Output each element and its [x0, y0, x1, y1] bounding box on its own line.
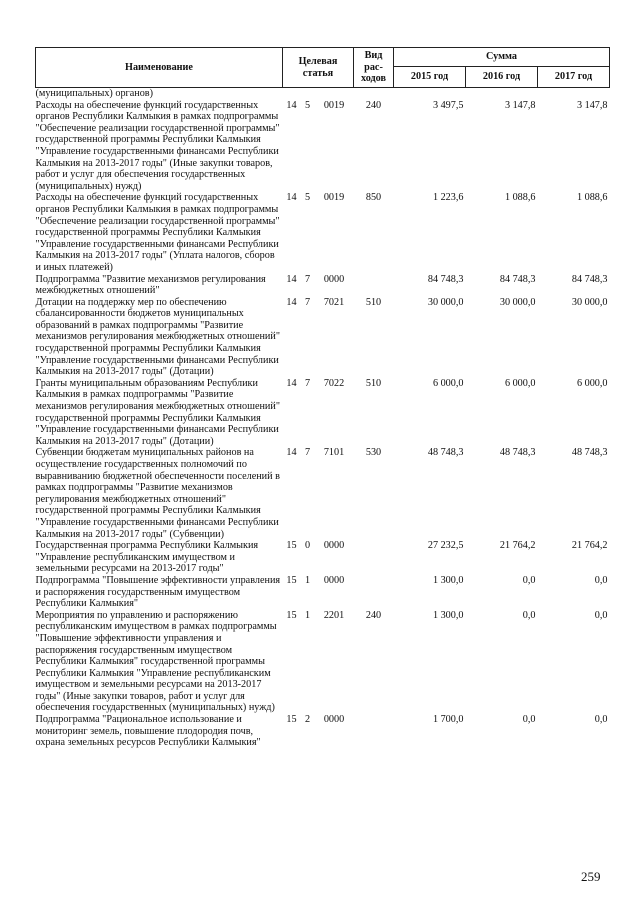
row-code-c — [315, 88, 354, 100]
row-code-a: 14 — [286, 192, 297, 204]
row-name: Расходы на обеспечение функций государственных органов Республики Калмыкия в рамках подпрограммы "Обеспечение реализации государственной программы" государственной программы Республики Калмыкия "Управление государственными финансами Республики Калмыкия на 2013-2017 годы" (Уплата налогов, сборов и иных платежей) — [35, 192, 280, 273]
page-number: 259 — [581, 869, 601, 884]
row-code-b: 7 — [304, 447, 311, 459]
row-amount-2015: 27 232,5 — [427, 540, 464, 552]
row-code-a: 14 — [286, 296, 297, 308]
row-code-a: 15 — [286, 714, 297, 726]
row-amount-2016: 3 147,8 — [504, 99, 536, 111]
header-year-2015: 2015 год — [394, 67, 466, 88]
row-amount-2017: 3 147,8 — [576, 99, 608, 111]
row-code-c: 0019 — [323, 192, 345, 204]
row-amount-2015: 48 748,3 — [427, 447, 464, 459]
row-name: Подпрограмма "Рациональное использование и мониторинг земель, повышение плодородия почв, охрана земельных ресурсов Республики Калмыкия" — [35, 714, 261, 749]
row-code-a: 14 — [286, 447, 297, 459]
row-amount-2016: 0,0 — [522, 609, 536, 621]
row-amount-2016: 1 088,6 — [504, 192, 536, 204]
row-vid — [354, 88, 394, 100]
row-name: Гранты муниципальным образованиям Республики Калмыкия в рамках подпрограммы "Развитие механизмов регулирования межбюджетных отношений" государственной программы Республики Калмыкия "Управление государственными финансами Республики Калмыкия на 2013-2017 годы" (Дотации) — [35, 377, 280, 447]
row-name: Подпрограмма "Развитие механизмов регулирования межбюджетных отношений" — [35, 273, 266, 297]
row-code-b: 1 — [304, 609, 311, 621]
row-amount-2016: 6 000,0 — [504, 377, 536, 389]
row-code-a — [283, 88, 301, 100]
row-amount-2015: 1 300,0 — [432, 609, 464, 621]
row-amount-2016 — [466, 88, 538, 100]
row-name: Расходы на обеспечение функций государственных органов Республики Калмыкия в рамках подпрограммы "Обеспечение реализации государственной программы" государственной программы Республики Калмыкия "Управление государственными финансами Республики Калмыкия на 2013-2017 годы" (Иные закупки товаров, работ и услуг для обеспечения государственных (муниципальных) нужд) — [35, 99, 280, 192]
row-vid — [354, 714, 394, 749]
row-code-a: 15 — [286, 609, 297, 621]
row-vid: 240 — [365, 609, 382, 621]
row-name: Мероприятия по управлению и распоряжению республиканским имуществом в рамках подпрограммы "Повышение эффективности управления и распоряжения государственным имуществом Республики Калмыкия" государственной программы Республики Калмыкия "Управление республиканским имуществом и земельными ресурсами на 2013-2017 годы" (Иные закупки товаров, работ и услуг для обеспечения государственных (муниципальных) нужд) — [35, 609, 277, 714]
row-code-c: 0019 — [323, 99, 345, 111]
row-amount-2016: 30 000,0 — [499, 296, 536, 308]
row-amount-2015: 1 700,0 — [432, 714, 464, 726]
row-code-b: 7 — [304, 273, 311, 285]
row-amount-2017: 84 748,3 — [571, 273, 608, 285]
row-vid: 510 — [365, 377, 382, 389]
row-code-b: 5 — [304, 192, 311, 204]
budget-table — [35, 47, 610, 749]
row-code-b: 1 — [304, 574, 311, 586]
header-target: Целевая статья — [283, 48, 354, 88]
row-amount-2017: 6 000,0 — [576, 377, 608, 389]
row-vid — [354, 575, 394, 610]
header-year-2017: 2017 год — [538, 67, 610, 88]
row-amount-2016: 21 764,2 — [499, 540, 536, 552]
row-name: Подпрограмма "Повышение эффективности управления и распоряжения государственным имуществом Республики Калмыкия" — [35, 574, 281, 610]
header-sum: Сумма — [394, 48, 610, 67]
row-amount-2016: 84 748,3 — [499, 273, 536, 285]
row-amount-2017: 1 088,6 — [576, 192, 608, 204]
row-vid: 240 — [365, 99, 382, 111]
table-row — [36, 297, 610, 378]
row-code-c: 0000 — [323, 273, 345, 285]
row-code-c: 7022 — [323, 377, 345, 389]
row-code-a: 15 — [286, 574, 297, 586]
row-code-a: 14 — [286, 273, 297, 285]
table-row — [36, 540, 610, 575]
table-row — [36, 378, 610, 448]
row-code-b — [301, 88, 315, 100]
row-code-b: 7 — [304, 377, 311, 389]
table-row — [36, 714, 610, 749]
table-row — [36, 575, 610, 610]
row-code-b: 2 — [304, 714, 311, 726]
row-code-b: 5 — [304, 99, 311, 111]
table-row — [36, 274, 610, 297]
row-amount-2016: 0,0 — [522, 574, 536, 586]
row-code-a: 14 — [286, 377, 297, 389]
row-amount-2015: 30 000,0 — [427, 296, 464, 308]
table-row — [36, 88, 610, 100]
row-amount-2015: 1 300,0 — [432, 574, 464, 586]
table-row — [36, 100, 610, 193]
table-row — [36, 192, 610, 273]
row-code-c: 2201 — [323, 609, 345, 621]
row-code-c: 7101 — [323, 447, 345, 459]
row-code-c: 7021 — [323, 296, 345, 308]
header-vid: Вид рас-ходов — [354, 48, 394, 88]
row-amount-2017: 30 000,0 — [571, 296, 608, 308]
row-name: Дотации на поддержку мер по обеспечению сбалансированности бюджетов муниципальных образований в рамках подпрограммы "Развитие механизмов регулирования межбюджетных отношений" государственной программы Республики Калмыкия "Управление государственными финансами Республики Калмыкия на 2013-2017 годы" (Дотации) — [35, 296, 280, 378]
row-amount-2017 — [538, 88, 610, 100]
row-amount-2017: 0,0 — [594, 574, 608, 586]
row-code-c: 0000 — [323, 540, 345, 552]
row-amount-2015: 6 000,0 — [432, 377, 464, 389]
row-vid — [354, 274, 394, 297]
table-row — [36, 610, 610, 714]
row-amount-2015: 84 748,3 — [427, 273, 464, 285]
row-name: Субвенции бюджетам муниципальных районов на осуществление государственных полномочий по выравниванию бюджетной обеспеченности поселений в рамках подпрограммы "Развитие механизмов регулирования межбюджетных отношений" государственной программы Республики Калмыкия "Управление государственными финансами Республики Калмыкия на 2013-2017 годы" (Субвенции) — [35, 447, 280, 540]
row-vid: 850 — [365, 192, 382, 204]
row-amount-2016: 0,0 — [522, 714, 536, 726]
row-vid — [354, 540, 394, 575]
table-body — [36, 88, 610, 749]
table-row — [36, 447, 610, 540]
row-vid: 510 — [365, 296, 382, 308]
row-amount-2017: 48 748,3 — [571, 447, 608, 459]
row-amount-2015: 3 497,5 — [432, 99, 464, 111]
header-name: Наименование — [36, 48, 283, 88]
row-name: Государственная программа Республики Калмыкия "Управление республиканским имуществом и земельными ресурсами на 2013-2017 годы" — [35, 540, 259, 575]
row-amount-2015: 1 223,6 — [432, 192, 464, 204]
row-code-a: 15 — [286, 540, 297, 552]
row-amount-2017: 0,0 — [594, 609, 608, 621]
header-year-2016: 2016 год — [466, 67, 538, 88]
row-code-b: 7 — [304, 296, 311, 308]
row-code-a: 14 — [286, 99, 297, 111]
row-amount-2017: 21 764,2 — [571, 540, 608, 552]
row-code-c: 0000 — [323, 574, 345, 586]
row-code-c: 0000 — [323, 714, 345, 726]
row-name: (муниципальных) органов) — [35, 88, 153, 99]
row-amount-2015 — [394, 88, 466, 100]
table-header — [36, 48, 610, 88]
row-vid: 530 — [365, 447, 382, 459]
row-amount-2017: 0,0 — [594, 714, 608, 726]
row-amount-2016: 48 748,3 — [499, 447, 536, 459]
row-code-b: 0 — [304, 540, 311, 552]
